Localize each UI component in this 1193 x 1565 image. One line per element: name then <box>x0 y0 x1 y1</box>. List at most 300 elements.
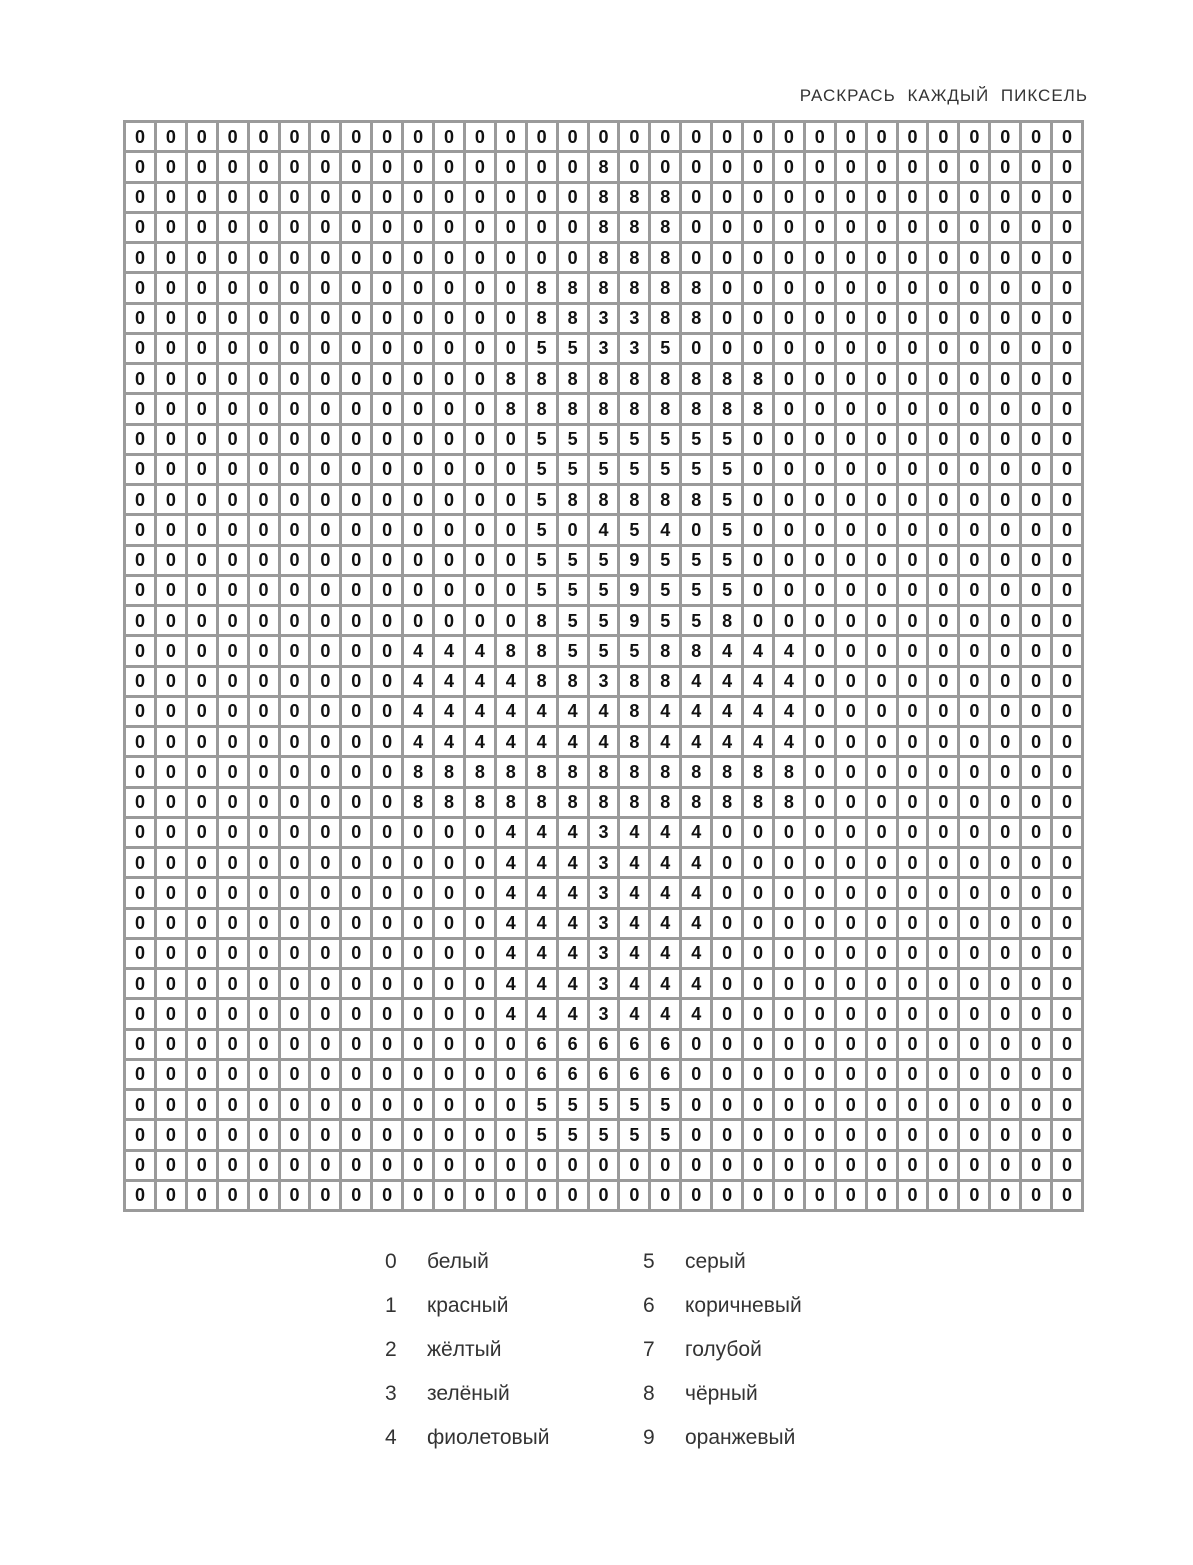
grid-cell: 0 <box>281 1121 309 1148</box>
grid-cell: 0 <box>960 879 988 906</box>
grid-cell: 0 <box>929 305 957 332</box>
grid-cell: 4 <box>651 819 679 846</box>
grid-cell: 5 <box>528 426 556 453</box>
grid-cell: 0 <box>126 184 154 211</box>
grid-cell: 0 <box>435 153 463 180</box>
grid-cell: 8 <box>590 758 618 785</box>
grid-cell: 4 <box>497 728 525 755</box>
grid-cell: 0 <box>929 456 957 483</box>
grid-cell: 0 <box>250 910 278 937</box>
grid-cell: 0 <box>281 1031 309 1058</box>
grid-cell: 0 <box>311 1182 339 1209</box>
grid-cell: 0 <box>744 1182 772 1209</box>
grid-cell: 0 <box>342 335 370 362</box>
grid-cell: 0 <box>435 1121 463 1148</box>
grid-cell: 0 <box>960 123 988 150</box>
grid-cell: 0 <box>960 274 988 301</box>
grid-cell: 0 <box>373 1121 401 1148</box>
grid-cell: 0 <box>868 395 896 422</box>
grid-cell: 4 <box>682 728 710 755</box>
legend-number: 2 <box>385 1338 397 1361</box>
grid-cell: 0 <box>497 426 525 453</box>
grid-cell: 0 <box>466 1061 494 1088</box>
grid-cell: 0 <box>435 849 463 876</box>
grid-cell: 0 <box>806 1091 834 1118</box>
grid-cell: 0 <box>682 244 710 271</box>
grid-cell: 0 <box>1053 153 1081 180</box>
grid-cell: 5 <box>651 335 679 362</box>
grid-cell: 0 <box>559 214 587 241</box>
grid-cell: 0 <box>497 153 525 180</box>
grid-cell: 0 <box>311 516 339 543</box>
grid-cell: 0 <box>311 486 339 513</box>
grid-cell: 0 <box>960 1061 988 1088</box>
grid-cell: 0 <box>991 940 1019 967</box>
grid-cell: 0 <box>744 1000 772 1027</box>
grid-cell: 0 <box>806 819 834 846</box>
grid-cell: 0 <box>960 153 988 180</box>
legend-color-name: зелёный <box>427 1382 510 1405</box>
grid-cell: 0 <box>342 214 370 241</box>
grid-cell: 8 <box>559 668 587 695</box>
grid-cell: 0 <box>373 879 401 906</box>
grid-cell: 0 <box>775 819 803 846</box>
grid-cell: 0 <box>960 1121 988 1148</box>
grid-cell: 0 <box>342 395 370 422</box>
grid-cell: 0 <box>188 153 216 180</box>
grid-cell: 0 <box>899 395 927 422</box>
grid-cell: 0 <box>590 123 618 150</box>
grid-cell: 0 <box>188 1121 216 1148</box>
grid-cell: 0 <box>497 1121 525 1148</box>
grid-cell: 0 <box>219 335 247 362</box>
grid-cell: 5 <box>590 637 618 664</box>
grid-cell: 0 <box>991 1121 1019 1148</box>
grid-cell: 0 <box>219 305 247 332</box>
grid-cell: 0 <box>868 274 896 301</box>
grid-cell: 4 <box>528 819 556 846</box>
grid-cell: 0 <box>651 123 679 150</box>
grid-cell: 0 <box>713 305 741 332</box>
grid-cell: 0 <box>775 153 803 180</box>
grid-cell: 0 <box>899 1121 927 1148</box>
grid-cell: 0 <box>342 940 370 967</box>
grid-cell: 0 <box>744 516 772 543</box>
grid-cell: 0 <box>311 274 339 301</box>
grid-cell: 4 <box>497 819 525 846</box>
grid-cell: 0 <box>435 970 463 997</box>
grid-cell: 0 <box>188 456 216 483</box>
grid-cell: 0 <box>929 577 957 604</box>
grid-cell: 0 <box>281 365 309 392</box>
grid-cell: 0 <box>868 547 896 574</box>
grid-cell: 4 <box>775 698 803 725</box>
grid-cell: 8 <box>620 214 648 241</box>
legend-column-left <box>385 1240 550 1460</box>
grid-cell: 0 <box>960 184 988 211</box>
grid-cell: 0 <box>806 305 834 332</box>
grid-cell: 0 <box>899 516 927 543</box>
grid-cell: 0 <box>744 335 772 362</box>
grid-cell: 0 <box>806 1121 834 1148</box>
grid-cell: 0 <box>281 395 309 422</box>
pixel-grid <box>123 120 1084 1212</box>
grid-cell: 8 <box>682 395 710 422</box>
grid-cell: 0 <box>929 153 957 180</box>
grid-cell: 0 <box>126 426 154 453</box>
grid-cell: 0 <box>373 819 401 846</box>
grid-cell: 8 <box>559 365 587 392</box>
grid-cell: 9 <box>620 607 648 634</box>
grid-cell: 0 <box>342 244 370 271</box>
grid-cell: 8 <box>682 365 710 392</box>
grid-cell: 0 <box>466 819 494 846</box>
grid-cell: 5 <box>620 456 648 483</box>
grid-cell: 8 <box>590 789 618 816</box>
legend-item <box>643 1328 802 1372</box>
grid-cell: 0 <box>435 184 463 211</box>
grid-cell: 0 <box>342 1091 370 1118</box>
grid-cell: 0 <box>837 395 865 422</box>
grid-cell: 0 <box>806 456 834 483</box>
grid-cell: 0 <box>775 970 803 997</box>
grid-cell: 8 <box>559 758 587 785</box>
grid-cell: 0 <box>775 940 803 967</box>
grid-cell: 8 <box>528 637 556 664</box>
grid-cell: 0 <box>929 1152 957 1179</box>
grid-cell: 5 <box>559 547 587 574</box>
grid-cell: 0 <box>188 637 216 664</box>
grid-cell: 0 <box>559 184 587 211</box>
grid-cell: 0 <box>311 698 339 725</box>
grid-cell: 0 <box>497 1061 525 1088</box>
grid-cell: 0 <box>250 547 278 574</box>
grid-cell: 8 <box>713 758 741 785</box>
grid-cell: 0 <box>157 426 185 453</box>
grid-cell: 0 <box>373 607 401 634</box>
grid-cell: 0 <box>373 365 401 392</box>
grid-cell: 0 <box>991 456 1019 483</box>
grid-cell: 4 <box>528 879 556 906</box>
grid-cell: 0 <box>373 1182 401 1209</box>
grid-cell: 0 <box>219 244 247 271</box>
grid-cell: 3 <box>590 305 618 332</box>
grid-cell: 0 <box>188 1152 216 1179</box>
grid-cell: 8 <box>528 365 556 392</box>
grid-cell: 0 <box>311 184 339 211</box>
grid-cell: 5 <box>590 456 618 483</box>
grid-cell: 0 <box>250 789 278 816</box>
grid-cell: 0 <box>868 819 896 846</box>
grid-cell: 0 <box>219 970 247 997</box>
grid-cell: 8 <box>528 274 556 301</box>
grid-cell: 0 <box>435 879 463 906</box>
grid-cell: 0 <box>806 970 834 997</box>
grid-cell: 5 <box>682 607 710 634</box>
grid-cell: 0 <box>373 516 401 543</box>
grid-cell: 0 <box>960 395 988 422</box>
grid-cell: 0 <box>373 214 401 241</box>
grid-cell: 0 <box>435 426 463 453</box>
grid-cell: 0 <box>929 758 957 785</box>
grid-cell: 0 <box>497 335 525 362</box>
grid-cell: 0 <box>157 305 185 332</box>
grid-cell: 0 <box>775 879 803 906</box>
grid-cell: 0 <box>497 123 525 150</box>
grid-cell: 0 <box>373 1152 401 1179</box>
grid-cell: 0 <box>960 637 988 664</box>
grid-cell: 0 <box>929 1182 957 1209</box>
grid-cell: 0 <box>899 1031 927 1058</box>
grid-cell: 0 <box>806 123 834 150</box>
grid-cell: 0 <box>126 456 154 483</box>
grid-cell: 0 <box>1022 214 1050 241</box>
grid-cell: 0 <box>929 214 957 241</box>
grid-cell: 4 <box>404 698 432 725</box>
grid-cell: 0 <box>1053 1152 1081 1179</box>
grid-cell: 0 <box>837 789 865 816</box>
grid-cell: 0 <box>744 849 772 876</box>
grid-cell: 4 <box>682 910 710 937</box>
grid-cell: 0 <box>157 184 185 211</box>
grid-cell: 0 <box>837 456 865 483</box>
grid-cell: 0 <box>373 910 401 937</box>
grid-cell: 0 <box>188 486 216 513</box>
grid-cell: 0 <box>837 305 865 332</box>
grid-cell: 0 <box>559 1152 587 1179</box>
grid-cell: 0 <box>837 274 865 301</box>
grid-cell: 0 <box>1053 698 1081 725</box>
grid-cell: 0 <box>188 668 216 695</box>
grid-cell: 0 <box>250 637 278 664</box>
grid-cell: 0 <box>466 486 494 513</box>
grid-cell: 8 <box>620 698 648 725</box>
grid-cell: 0 <box>373 1061 401 1088</box>
grid-cell: 0 <box>157 335 185 362</box>
grid-cell: 0 <box>806 940 834 967</box>
grid-cell: 0 <box>775 547 803 574</box>
grid-cell: 4 <box>651 910 679 937</box>
grid-cell: 0 <box>219 1182 247 1209</box>
grid-cell: 4 <box>682 879 710 906</box>
grid-cell: 0 <box>775 1152 803 1179</box>
grid-cell: 0 <box>929 607 957 634</box>
grid-cell: 0 <box>929 244 957 271</box>
grid-cell: 0 <box>991 577 1019 604</box>
grid-cell: 3 <box>590 819 618 846</box>
grid-cell: 4 <box>682 1000 710 1027</box>
grid-cell: 8 <box>435 789 463 816</box>
grid-cell: 0 <box>837 910 865 937</box>
grid-cell: 0 <box>126 274 154 301</box>
grid-cell: 0 <box>713 910 741 937</box>
grid-cell: 4 <box>528 849 556 876</box>
grid-cell: 0 <box>466 1152 494 1179</box>
grid-cell: 0 <box>373 1031 401 1058</box>
grid-cell: 0 <box>404 547 432 574</box>
grid-cell: 0 <box>219 698 247 725</box>
grid-cell: 0 <box>1053 395 1081 422</box>
grid-cell: 6 <box>590 1061 618 1088</box>
grid-cell: 0 <box>126 1121 154 1148</box>
grid-cell: 4 <box>435 728 463 755</box>
grid-cell: 5 <box>528 516 556 543</box>
grid-cell: 0 <box>775 1182 803 1209</box>
grid-cell: 0 <box>250 577 278 604</box>
grid-cell: 0 <box>960 970 988 997</box>
grid-cell: 0 <box>559 516 587 543</box>
grid-cell: 0 <box>837 819 865 846</box>
grid-cell: 0 <box>219 274 247 301</box>
grid-cell: 0 <box>868 940 896 967</box>
grid-cell: 0 <box>960 698 988 725</box>
grid-cell: 0 <box>188 184 216 211</box>
grid-cell: 0 <box>250 1121 278 1148</box>
grid-cell: 0 <box>497 214 525 241</box>
grid-cell: 0 <box>188 819 216 846</box>
grid-cell: 0 <box>528 184 556 211</box>
grid-cell: 0 <box>744 426 772 453</box>
grid-cell: 0 <box>837 1000 865 1027</box>
grid-cell: 0 <box>342 153 370 180</box>
grid-cell: 5 <box>651 547 679 574</box>
grid-cell: 0 <box>713 1121 741 1148</box>
grid-cell: 0 <box>311 970 339 997</box>
grid-cell: 0 <box>1022 547 1050 574</box>
grid-cell: 0 <box>126 547 154 574</box>
grid-cell: 0 <box>1022 426 1050 453</box>
grid-cell: 0 <box>373 1000 401 1027</box>
grid-cell: 0 <box>342 819 370 846</box>
grid-cell: 0 <box>373 547 401 574</box>
grid-cell: 0 <box>991 516 1019 543</box>
grid-cell: 0 <box>157 728 185 755</box>
grid-cell: 0 <box>466 365 494 392</box>
grid-cell: 5 <box>590 1121 618 1148</box>
grid-cell: 0 <box>960 607 988 634</box>
grid-cell: 0 <box>744 1152 772 1179</box>
grid-cell: 0 <box>404 849 432 876</box>
grid-cell: 0 <box>466 849 494 876</box>
grid-cell: 0 <box>899 305 927 332</box>
grid-cell: 0 <box>775 335 803 362</box>
grid-cell: 0 <box>281 1091 309 1118</box>
grid-cell: 0 <box>1053 910 1081 937</box>
grid-cell: 0 <box>868 1182 896 1209</box>
grid-cell: 0 <box>960 577 988 604</box>
grid-cell: 0 <box>806 184 834 211</box>
grid-cell: 0 <box>899 789 927 816</box>
legend-number: 6 <box>643 1294 655 1317</box>
grid-cell: 8 <box>590 274 618 301</box>
legend-number: 1 <box>385 1294 397 1317</box>
grid-cell: 0 <box>404 335 432 362</box>
grid-cell: 0 <box>466 1121 494 1148</box>
grid-cell: 0 <box>991 789 1019 816</box>
grid-cell: 9 <box>620 577 648 604</box>
grid-cell: 0 <box>404 123 432 150</box>
grid-cell: 0 <box>775 395 803 422</box>
grid-cell: 0 <box>744 1061 772 1088</box>
grid-cell: 5 <box>559 426 587 453</box>
grid-cell: 0 <box>250 970 278 997</box>
grid-cell: 8 <box>651 305 679 332</box>
legend-color-name: фиолетовый <box>427 1426 550 1449</box>
grid-cell: 0 <box>837 153 865 180</box>
grid-cell: 0 <box>157 789 185 816</box>
grid-cell: 5 <box>620 637 648 664</box>
grid-cell: 0 <box>1022 637 1050 664</box>
grid-cell: 5 <box>713 516 741 543</box>
grid-cell: 0 <box>806 426 834 453</box>
grid-cell: 0 <box>682 1121 710 1148</box>
grid-cell: 0 <box>1053 214 1081 241</box>
grid-cell: 0 <box>528 214 556 241</box>
grid-cell: 0 <box>868 1061 896 1088</box>
grid-cell: 0 <box>126 365 154 392</box>
grid-cell: 0 <box>682 516 710 543</box>
grid-cell: 0 <box>404 426 432 453</box>
grid-cell: 5 <box>713 547 741 574</box>
grid-cell: 0 <box>651 153 679 180</box>
grid-cell: 0 <box>281 849 309 876</box>
grid-cell: 0 <box>528 153 556 180</box>
grid-cell: 0 <box>775 244 803 271</box>
grid-cell: 0 <box>311 395 339 422</box>
grid-cell: 8 <box>775 789 803 816</box>
grid-cell: 0 <box>157 577 185 604</box>
legend-item <box>643 1372 802 1416</box>
grid-cell: 0 <box>590 1152 618 1179</box>
grid-cell: 0 <box>188 244 216 271</box>
grid-cell: 0 <box>929 516 957 543</box>
grid-cell: 0 <box>991 305 1019 332</box>
grid-cell: 0 <box>868 486 896 513</box>
grid-cell: 0 <box>528 244 556 271</box>
grid-cell: 0 <box>991 1031 1019 1058</box>
grid-cell: 0 <box>899 547 927 574</box>
grid-cell: 0 <box>342 970 370 997</box>
grid-cell: 0 <box>868 1000 896 1027</box>
grid-cell: 0 <box>219 728 247 755</box>
grid-cell: 0 <box>775 1031 803 1058</box>
grid-cell: 0 <box>1022 365 1050 392</box>
grid-cell: 0 <box>960 758 988 785</box>
grid-cell: 0 <box>342 365 370 392</box>
grid-cell: 0 <box>713 1091 741 1118</box>
grid-cell: 0 <box>991 395 1019 422</box>
grid-cell: 0 <box>1053 305 1081 332</box>
grid-cell: 0 <box>868 1031 896 1058</box>
grid-cell: 0 <box>157 879 185 906</box>
grid-cell: 5 <box>528 577 556 604</box>
grid-cell: 0 <box>466 305 494 332</box>
grid-cell: 0 <box>281 728 309 755</box>
grid-cell: 0 <box>1053 789 1081 816</box>
grid-cell: 8 <box>435 758 463 785</box>
grid-cell: 0 <box>528 1182 556 1209</box>
grid-cell: 0 <box>157 365 185 392</box>
grid-cell: 0 <box>404 879 432 906</box>
grid-cell: 0 <box>806 728 834 755</box>
grid-cell: 0 <box>868 849 896 876</box>
grid-cell: 0 <box>435 274 463 301</box>
grid-cell: 5 <box>590 547 618 574</box>
grid-cell: 0 <box>744 456 772 483</box>
grid-cell: 0 <box>342 758 370 785</box>
grid-cell: 0 <box>929 668 957 695</box>
grid-cell: 0 <box>991 819 1019 846</box>
